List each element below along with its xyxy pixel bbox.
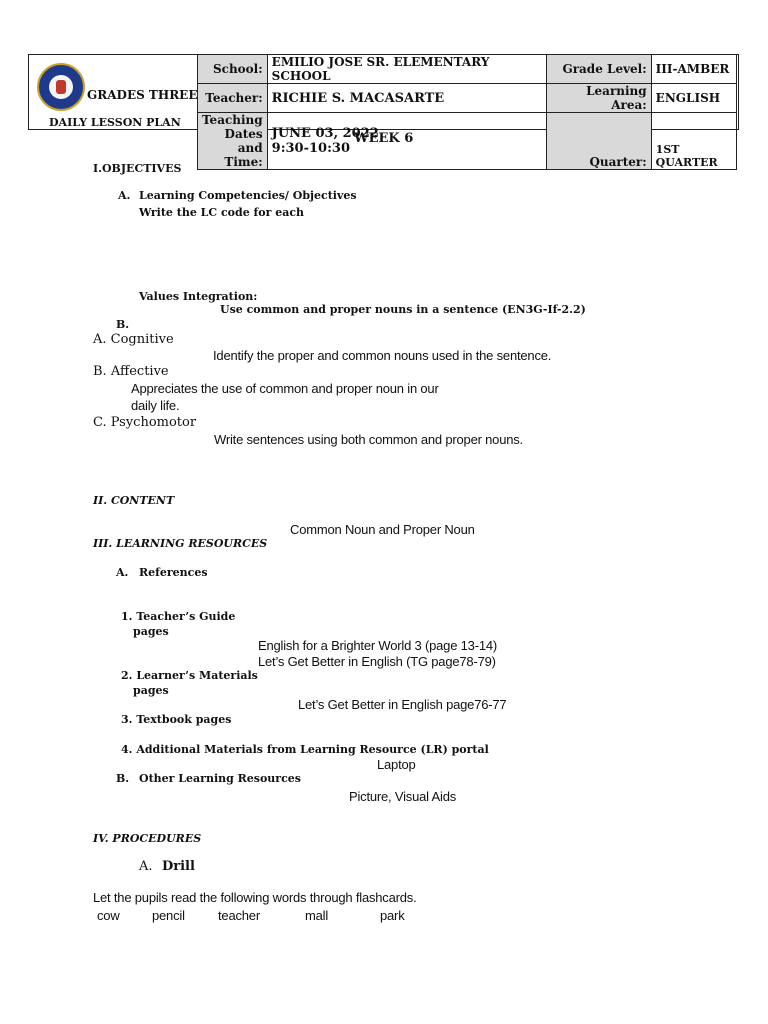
teachers-guide-label-2: pages	[133, 625, 169, 638]
learning-area-label: Learning Area:	[546, 84, 651, 113]
learning-area-value: ENGLISH	[651, 84, 736, 113]
drill-word: cow	[97, 908, 120, 923]
school-label: School:	[198, 55, 268, 84]
dates-label	[198, 113, 268, 170]
content-heading: II. CONTENT	[93, 494, 175, 507]
resources-a-title: References	[139, 566, 208, 579]
teachers-guide-value-1: English for a Brighter World 3 (page 13-14)	[258, 638, 498, 653]
teachers-guide-label-1: 1. Teacher’s Guide	[121, 610, 236, 623]
procedures-heading: IV. PROCEDURES	[93, 832, 202, 845]
grade-level-label: Grade Level:	[546, 55, 651, 84]
resources-b-label: B.	[116, 772, 130, 785]
time-value: 9:30-10:30	[271, 141, 350, 156]
lc-text: Use common and proper nouns in a sentence (EN3G-If-2.2)	[220, 303, 586, 316]
quarter-value-line-2: QUARTER	[655, 156, 718, 169]
drill-word: mall	[305, 908, 329, 923]
other-resources-value: Picture, Visual Aids	[349, 789, 457, 804]
affective-text-1: Appreciates the use of common and proper noun in our	[131, 381, 439, 396]
teachers-guide-value-2: Let’s Get Better in English (TG page78-79)	[258, 654, 496, 669]
textbook-pages-label: 3. Textbook pages	[121, 713, 232, 726]
objectives-a-label: A.	[118, 189, 131, 202]
dates-label-line-3: Time:	[224, 155, 263, 169]
psychomotor-label: C. Psychomotor	[93, 415, 197, 430]
drill-word: park	[380, 908, 405, 923]
drill-instruction: Let the pupils read the following words through flashcards.	[93, 890, 417, 905]
learners-materials-label-1: 2. Learner’s Materials	[121, 669, 258, 682]
drill-word: pencil	[152, 908, 185, 923]
psychomotor-text: Write sentences using both common and proper nouns.	[214, 432, 523, 447]
drill-title: Drill	[162, 859, 195, 874]
teacher-label: Teacher:	[198, 84, 268, 113]
additional-materials-value: Laptop	[377, 757, 416, 772]
learners-materials-value: Let’s Get Better in English page76-77	[298, 697, 507, 712]
resources-a-label: A.	[116, 566, 129, 579]
additional-materials-label: 4. Additional Materials from Learning Resource (LR) portal	[121, 743, 489, 756]
resources-b-title: Other Learning Resources	[139, 772, 301, 785]
quarter-value	[651, 113, 736, 170]
quarter-value-line-1: 1ST	[655, 143, 680, 156]
drill-label: A.	[139, 859, 153, 874]
resources-heading: III. LEARNING RESOURCES	[93, 537, 268, 550]
drill-word: teacher	[218, 908, 260, 923]
cognitive-text: Identify the proper and common nouns used in the sentence.	[213, 348, 552, 363]
objectives-a-title: Learning Competencies/ Objectives	[139, 189, 357, 202]
school-value: EMILIO JOSE SR. ELEMENTARY SCHOOL	[267, 55, 546, 84]
cognitive-label: A. Cognitive	[93, 332, 174, 347]
header-table	[197, 54, 737, 170]
learners-materials-label-2: pages	[133, 684, 169, 697]
deped-seal-logo	[37, 63, 85, 111]
content-text: Common Noun and Proper Noun	[290, 522, 475, 537]
grade-level-value: III-AMBER	[651, 55, 736, 84]
values-integration-label: Values Integration:	[139, 290, 258, 303]
affective-text-2: daily life.	[131, 398, 180, 413]
teacher-value: RICHIE S. MACASARTE	[267, 84, 546, 113]
quarter-label: Quarter:	[546, 113, 651, 170]
objectives-a-sub: Write the LC code for each	[139, 206, 305, 219]
date-value: JUNE 03, 2022	[271, 126, 379, 141]
objectives-heading: I.OBJECTIVES	[93, 162, 182, 175]
grade-title: GRADES THREE	[87, 88, 198, 102]
dates-label-line-2: Dates and	[224, 127, 263, 155]
week-title: WEEK 6	[354, 131, 414, 146]
affective-label: B. Affective	[93, 364, 169, 379]
objectives-b-label: B.	[116, 318, 130, 331]
dates-label-line-1: Teaching	[202, 113, 263, 127]
plan-title: DAILY LESSON PLAN	[49, 116, 181, 129]
